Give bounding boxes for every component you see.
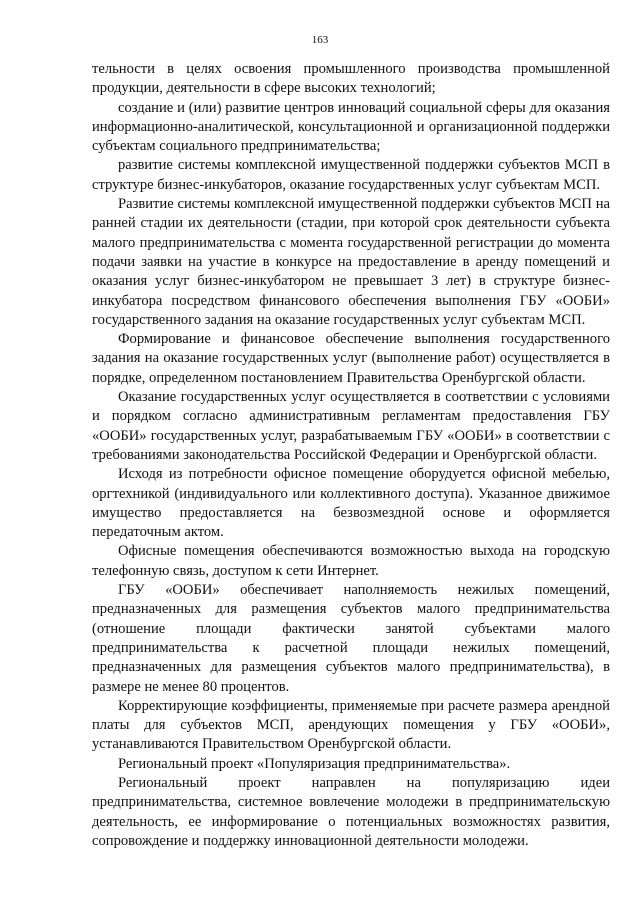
paragraph-2: создание и (или) развитие центров инноваций социальной сферы для оказания информационно-аналитической, консультационной и организационной поддержки субъектам социального предпринимательства; <box>92 99 610 155</box>
page-number: 163 <box>311 34 329 46</box>
paragraph-4: Развитие системы комплексной имущественной поддержки субъектов МСП на ранней стадии их деятельности (стадии, при которой срок деятельности субъекта малого предпринимательства с момента государственной регистрации до момента подачи заявки на участие в конкурсе на предоставление в аренду помещений и оказания услуг бизнес-инкубатором не превышает 3 лет) в структуре бизнес-инкубатора посредством финансового обеспечения выполнения ГБУ «ООБИ» государственного задания на оказание государственных услуг субъектам МСП. <box>92 196 610 328</box>
paragraph-8: Офисные помещения обеспечиваются возможностью выхода на городскую телефонную связь, доступом к сети Интернет. <box>92 543 610 579</box>
paragraph-11: Региональный проект «Популяризация предпринимательства». <box>118 755 511 772</box>
paragraph-10: Корректирующие коэффициенты, применяемые при расчете размера арендной платы для субъектов МСП, арендующих помещения у ГБУ «ООБИ», устанавливаются Правительством Оренбургской области. <box>92 697 610 753</box>
paragraph-12: Региональный проект направлен на популяризацию идеи предпринимательства, системное вовлечение молодежи в предпринимательскую деятельность, ее информирование о потенциальных возможностях развития, сопровождение и поддержку инновационной деятельности молодежи. <box>92 774 610 849</box>
paragraph-3: развитие системы комплексной имущественной поддержки субъектов МСП в структуре бизнес-инкубаторов, оказание государственных услуг субъектам МСП. <box>92 157 610 193</box>
paragraph-5: Формирование и финансовое обеспечение выполнения государственного задания на оказание государственных услуг (выполнение работ) осуществляется в порядке, определенном постановлением Правительства Оренбургской области. <box>92 331 610 386</box>
paragraph-7: Исходя из потребности офисное помещение оборудуется офисной мебелью, оргтехникой (индивидуального или коллективного доступа). Указанное движимое имущество предоставляется на безвозмездной основе и оформляется передаточным актом. <box>92 466 610 541</box>
paragraph-9: ГБУ «ООБИ» обеспечивает наполняемость нежилых помещений, предназначенных для размещения субъектов малого предпринимательства (отношение площади фактически занятой субъектами малого предпринимательства к расчетной площади нежилых помещений, предназначенных для размещения субъектов малого предпринимательства), в размере не менее 80 процентов. <box>92 582 610 695</box>
paragraph-6: Оказание государственных услуг осуществляется в соответствии с условиями и порядком согласно административным регламентам предоставления ГБУ «ООБИ» государственных услуг, разрабатываемым ГБУ «ООБИ» в соответствии с требованиями законодательства Российской Федерации и Оренбургской области. <box>92 389 610 463</box>
paragraph-1: тельности в целях освоения промышленного производства промышленной продукции, деятельности в сфере высоких технологий; <box>92 61 610 97</box>
document-body <box>92 60 610 851</box>
